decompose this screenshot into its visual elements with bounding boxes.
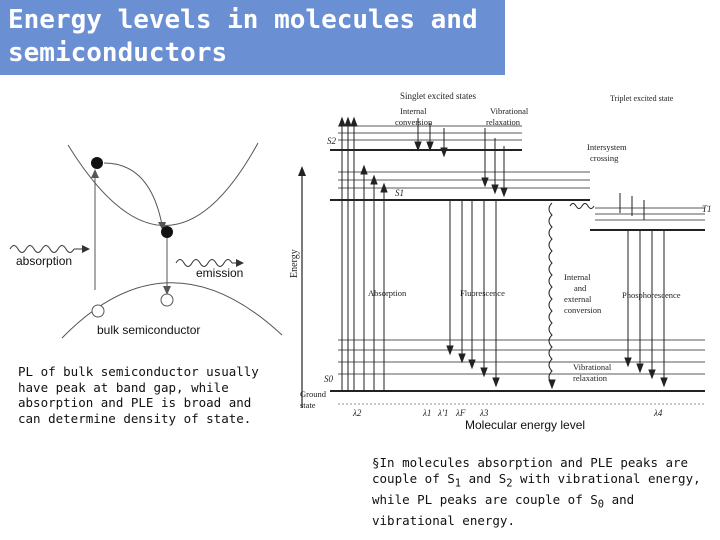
absorption-label-j: Absorption [368,288,407,298]
phosphorescence-arrowhead [661,378,667,386]
fluorescence-arrowhead [459,354,465,362]
vibrational-relaxation-bottom-label: Vibrational relaxation [573,362,612,383]
s1-label: S1 [395,188,404,198]
electron-relaxed [161,226,173,238]
page-title: Energy levels in molecules and semiconductors [8,5,478,68]
emission-label: emission [196,266,244,280]
absorption-label: absorption [16,254,73,268]
jablonski-diagram [290,88,710,418]
lambda3-label: λ3 [480,408,489,418]
fluorescence-label: Fluorescence [460,288,505,298]
absorption-arrowhead [361,166,367,174]
singlet-label: Singlet excited states [400,91,476,101]
electron-excited [91,157,103,169]
s0-label: S0 [324,374,333,384]
phosphorescence-label: Phosphorescence [622,290,681,300]
fluorescence-arrowhead [481,368,487,376]
absorption-wave [10,246,74,253]
bulk-semiconductor-label: bulk semiconductor [97,323,201,337]
vibrational-relaxation-top-label: Vibrational relaxation [486,106,529,127]
absorption-arrowhead [351,118,357,126]
relaxation-arrowhead [492,185,498,193]
t1-label: T1 [702,204,712,214]
phosphorescence-arrowhead [637,364,643,372]
hole-relaxed [161,294,173,306]
fluorescence-arrowhead [493,378,499,386]
fluorescence-arrowhead [469,360,475,368]
relaxation-arrowhead [501,188,507,196]
lambda1p-label: λ'1 [438,408,449,418]
title-banner [0,0,505,75]
relaxation-arrowhead [427,142,433,150]
energy-axis-label: Energy [289,249,300,278]
relaxation-arrowhead [441,148,447,156]
s2-label: S2 [327,136,336,146]
lambda1-label: λ1 [423,408,432,418]
lambda2-label: λ2 [353,408,362,418]
relaxation-arrowhead [415,142,421,150]
relaxation-arrow [104,163,162,225]
lambdaF-label: λF [456,408,466,418]
absorption-arrowhead [345,118,351,126]
internal-conversion-label: Internal conversion [395,106,433,127]
absorption-arrowhead [339,118,345,126]
relaxation-arrowhead [482,178,488,186]
internal-conversion-arrowhead [549,380,555,388]
intersystem-crossing-label: Intersystem crossing [587,142,627,163]
hole-excited [92,305,104,317]
molecular-energy-caption: Molecular energy level [465,418,586,432]
ground-state-label: Ground state [300,389,326,410]
bullet-marker: § [372,455,380,470]
bulk-description: PL of bulk semiconductor usually have peak at band gap, while absorption and PLE is broad and can determine density of state. [18,364,259,426]
internal-external-label: Internal and external conversion [564,272,602,315]
molecule-bullet: §In molecules absorption and PLE peaks are couple of $S_1$ and $S_2$ with vibrational energy, while PL peaks are couple of $S_0$ and vibrational energy. [372,455,701,528]
triplet-label: Triplet excited state [610,94,674,103]
conduction-band-curve [68,143,258,226]
intersystem-crossing-wave [570,204,594,209]
lambda4-label: λ4 [654,408,663,418]
internal-conversion-wave [549,203,552,383]
